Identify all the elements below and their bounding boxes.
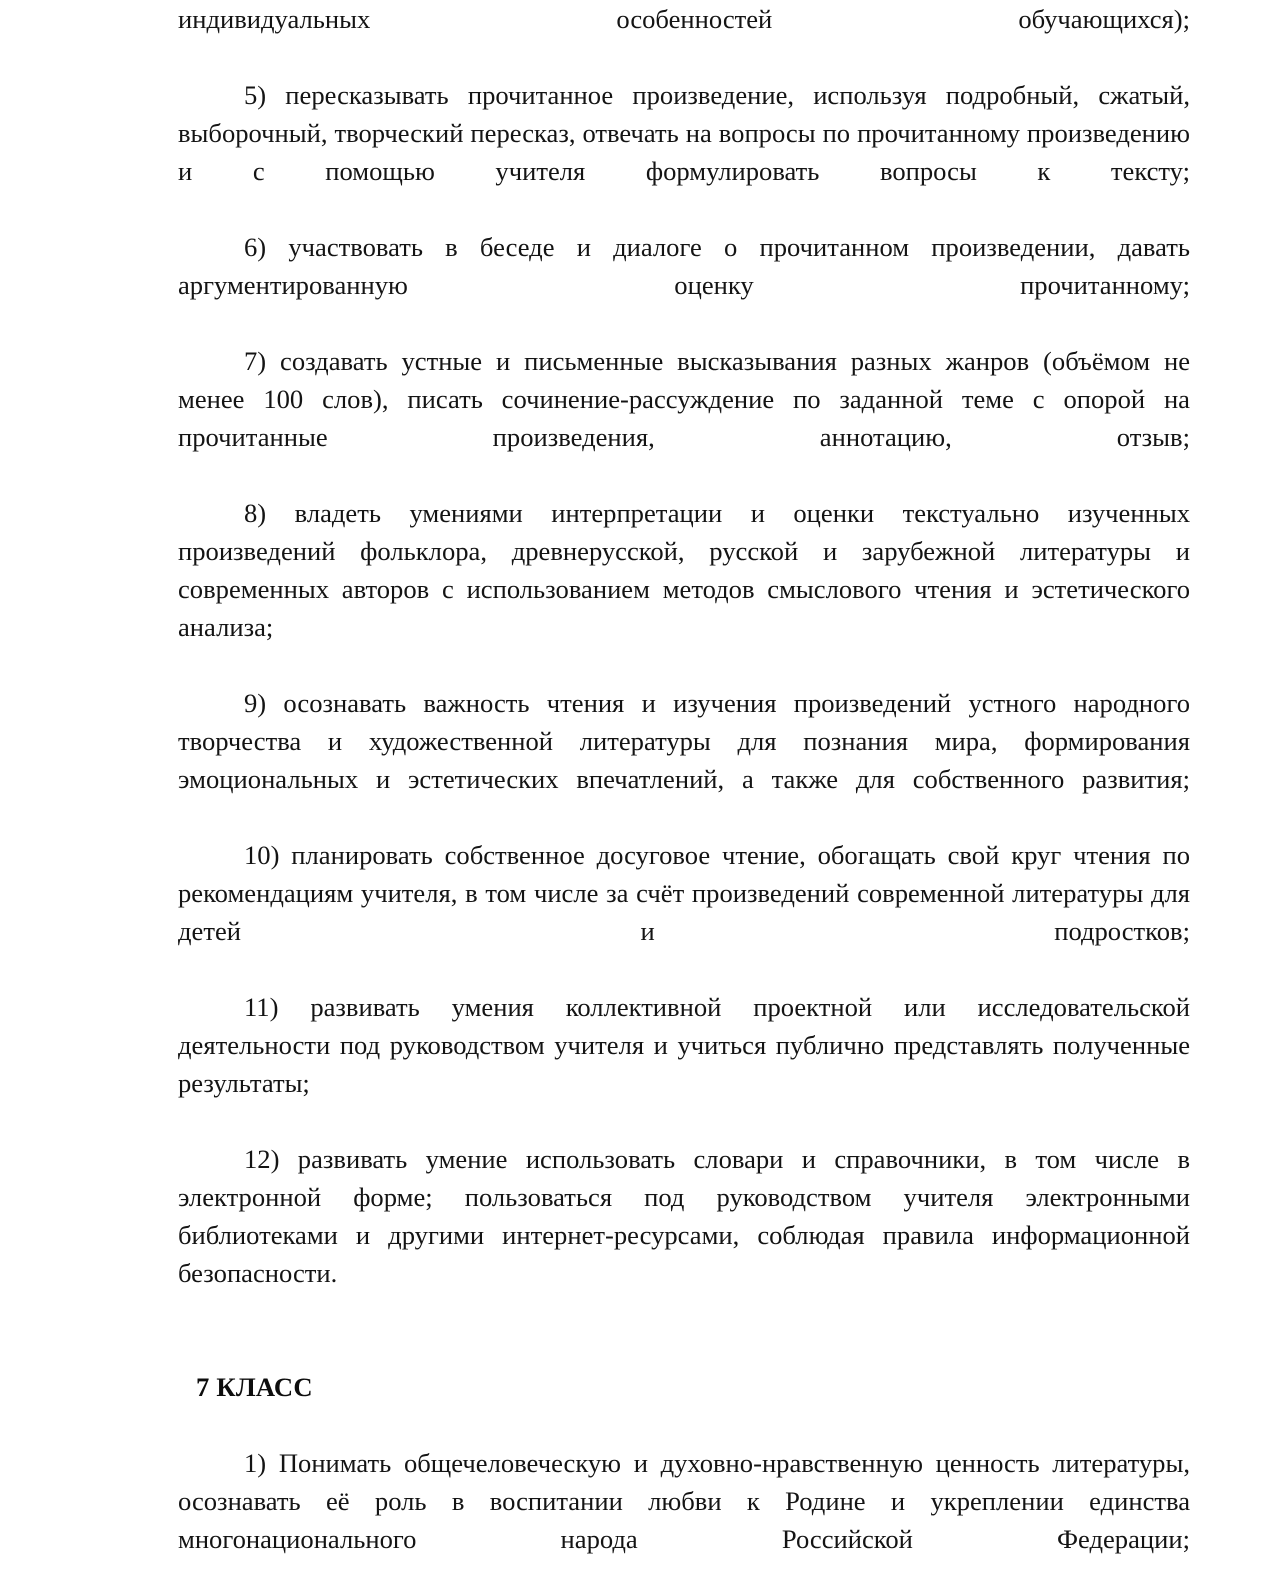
list-item-5: 5) пересказывать прочитанное произведение, используя подробный, сжатый, выборочный, творческий пересказ, отвечать на вопросы по прочитанному произведению и с помощью учителя формулировать вопросы к тексту; [178,80,1190,186]
list-item-9: 9) осознавать важность чтения и изучения произведений устного народного творчества и художественной литературы для познания мира, формирования эмоциональных и эстетических впечатлений, а также для собственного развития; [178,688,1190,794]
list-item-12: 12) развивать умение использовать словари и справочники, в том числе в электронной форме; пользоваться под руководством учителя электронными библиотеками и другими интернет-ресурсами, соблюдая правила информационной безопасности. [178,1144,1190,1288]
section-heading-grade-7: 7 КЛАСС [196,1372,313,1402]
list-item-10: 10) планировать собственное досуговое чтение, обогащать свой круг чтения по рекомендациям учителя, в том числе за счёт произведений современной литературы для детей и подростков; [178,840,1190,946]
list-item-8: 8) владеть умениями интерпретации и оценки текстуально изученных произведений фольклора, древнерусской, русской и зарубежной литературы и современных авторов с использованием методов смыслового чтения и эстетического анализа; [178,498,1190,642]
list-item-grade7-1: 1) Понимать общечеловеческую и духовно-нравственную ценность литературы, осознавать её роль в воспитании любви к Родине и укреплении единства многонационального народа Российской Федерации; [178,1448,1190,1554]
continued-paragraph: индивидуальных особенностей обучающихся); [178,4,1190,34]
list-item-6: 6) участвовать в беседе и диалоге о прочитанном произведении, давать аргументированную оценку прочитанному; [178,232,1190,300]
list-item-11: 11) развивать умения коллективной проектной или исследовательской деятельности под руководством учителя и учиться публично представлять полученные результаты; [178,992,1190,1098]
heading-top-spacer [178,1330,1190,1368]
text-column [178,0,1190,1596]
list-item-7: 7) создавать устные и письменные высказывания разных жанров (объёмом не менее 100 слов), писать сочинение-рассуждение по заданной теме с опорой на прочитанные произведения, аннотацию, отзыв; [178,346,1190,452]
heading-bottom-spacer [178,1406,1190,1444]
